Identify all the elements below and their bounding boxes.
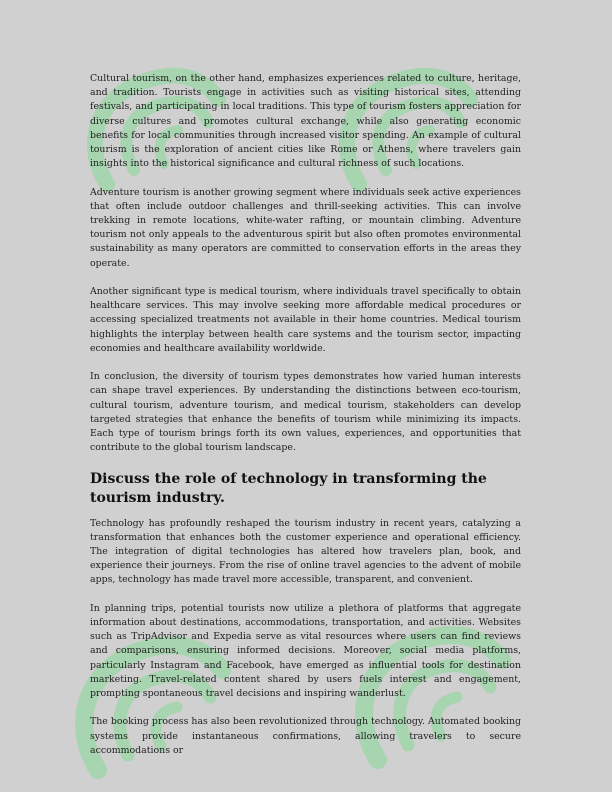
body-paragraph: Technology has profoundly reshaped the tourism industry in recent years, catalyzing a transformation that enhances both the customer experience and operational efficiency. The integration of digital technologies has altered how travelers plan, book, and experience their journeys. From the rise of online travel agencies to the advent of mobile apps, technology has made travel more accessible, transparent, and convenient. [90,517,521,586]
document-content [90,72,521,758]
section-heading: Discuss the role of technology in transforming the tourism industry. [90,470,487,506]
body-paragraph: Another significant type is medical tourism, where individuals travel specifically to obtain healthcare services. This may involve seeking more affordable medical procedures or accessing specialized treatments not available in their home countries. Medical tourism highlights the interplay between health care systems and the tourism sector, impacting economies and healthcare availability worldwide. [90,286,521,354]
body-paragraph: In planning trips, potential tourists now utilize a plethora of platforms that aggregate information about destinations, accommodations, transportation, and activities. Websites such as TripAdvisor and Expedia serve as vital resources where users can find reviews and comparisons, ensuring informed decisions. Moreover, social media platforms, particularly Instagram and Facebook, have emerged as influential tools for destination marketing. Travel-related content shared by users fuels interest and engagement, prompting spontaneous travel decisions and inspiring wanderlust. [90,602,521,700]
body-paragraph: The booking process has also been revolutionized through technology. Automated booking systems provide instantaneous confirmations, allowing travelers to secure accommodations or [90,716,521,756]
body-paragraph: Adventure tourism is another growing segment where individuals seek active experiences that often include outdoor challenges and thrill-seeking activities. This can involve trekking in remote locations, white-water rafting, or mountain climbing. Adventure tourism not only appeals to the adventurous spirit but also often promotes environmental sustainability as many operators are committed to conservation efforts in the areas they operate. [90,186,521,269]
body-paragraph: Cultural tourism, on the other hand, emphasizes experiences related to culture, heritage, and tradition. Tourists engage in activities such as visiting historical sites, attending festivals, and participating in local traditions. This type of tourism fosters appreciation for diverse cultures and promotes cultural exchange, while also generating economic benefits for local communities through increased visitor spending. An example of cultural tourism is the exploration of ancient cities like Rome or Athens, where travelers gain insights into the historical significance and cultural richness of such locations. [90,73,521,170]
body-paragraph: In conclusion, the diversity of tourism types demonstrates how varied human interests can shape travel experiences. By understanding the distinctions between eco-tourism, cultural tourism, adventure tourism, and medical tourism, stakeholders can develop targeted strategies that enhance the benefits of tourism while minimizing its impacts. Each type of tourism brings forth its own values, experiences, and opportunities that contribute to the global tourism landscape. [90,371,521,454]
